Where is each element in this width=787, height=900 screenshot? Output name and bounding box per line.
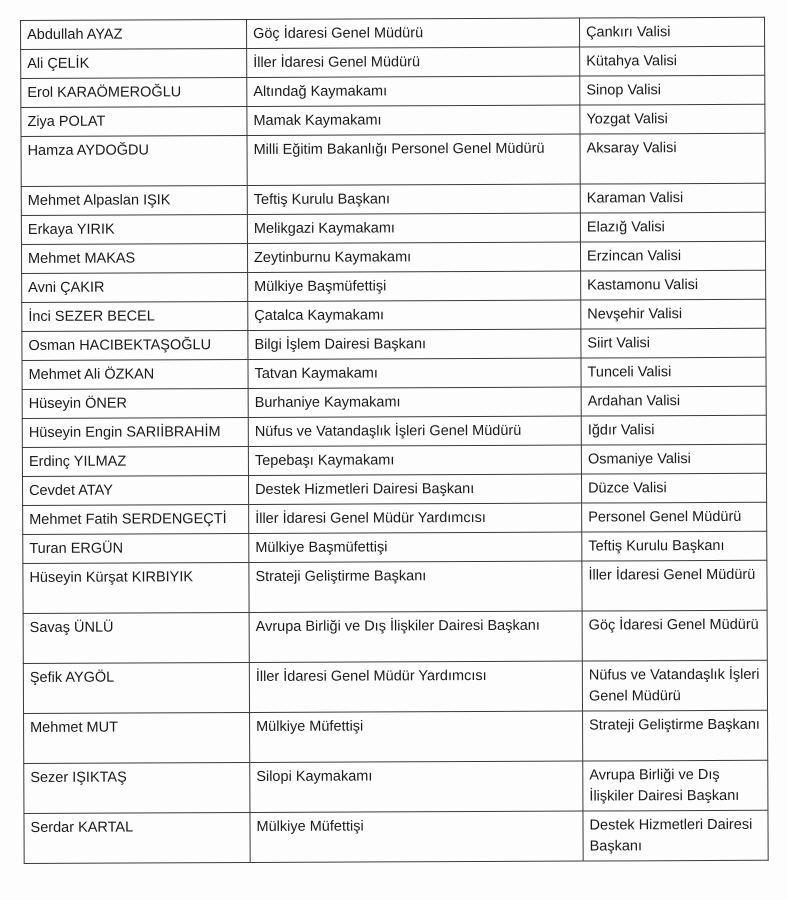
name-cell: Serdar KARTAL <box>24 813 250 864</box>
appointments-table <box>20 17 769 864</box>
new-post-cell: Çankırı Valisi <box>579 17 764 47</box>
new-post-cell: Düzce Valisi <box>581 473 766 503</box>
name-cell: Abdullah AYAZ <box>21 20 247 50</box>
previous-post-cell: Burhaniye Kaymakamı <box>248 387 581 417</box>
new-post-cell: Strateji Geliştirme Başkanı <box>583 710 768 761</box>
previous-post-cell: İller İdaresi Genel Müdür Yardımcısı <box>249 503 582 533</box>
previous-post-cell: Altındağ Kaymakamı <box>247 76 580 106</box>
name-cell: Hüseyin ÖNER <box>22 389 248 419</box>
name-cell: Sezer IŞIKTAŞ <box>24 763 250 814</box>
table-row <box>21 212 765 244</box>
previous-post-cell: Mülkiye Başmüfettişi <box>249 532 582 562</box>
name-cell: Erol KARAÖMEROĞLU <box>21 78 247 108</box>
new-post-cell: Personel Genel Müdürü <box>582 502 767 532</box>
name-cell: Mehmet MUT <box>24 713 250 764</box>
previous-post-cell: Strateji Geliştirme Başkanı <box>249 561 582 612</box>
previous-post-cell: İller İdaresi Genel Müdürü <box>247 47 580 77</box>
table-row <box>22 386 766 418</box>
new-post-cell: Kastamonu Valisi <box>581 270 766 300</box>
name-cell: İnci SEZER BECEL <box>22 302 248 332</box>
new-post-cell: Aksaray Valisi <box>580 133 765 184</box>
table-row <box>22 357 766 389</box>
name-cell: Avni ÇAKIR <box>22 273 248 303</box>
previous-post-cell: Avrupa Birliği ve Dış İlişkiler Dairesi Başkanı <box>249 611 582 662</box>
table-row <box>22 444 766 476</box>
previous-post-cell: Mülkiye Başmüfettişi <box>248 271 581 301</box>
previous-post-cell: Bilgi İşlem Dairesi Başkanı <box>248 329 581 359</box>
table-row <box>21 133 765 186</box>
previous-post-cell: Mülkiye Müfettişi <box>250 711 583 762</box>
table-row <box>23 660 767 713</box>
previous-post-cell: Nüfus ve Vatandaşlık İşleri Genel Müdürü <box>248 416 581 446</box>
previous-post-cell: Mamak Kaymakamı <box>247 105 580 135</box>
table-row <box>24 810 768 863</box>
previous-post-cell: İller İdaresi Genel Müdür Yardımcısı <box>249 661 582 712</box>
name-cell: Ali ÇELİK <box>21 49 247 79</box>
previous-post-cell: Silopi Kaymakamı <box>250 761 583 812</box>
name-cell: Hüseyin Kürşat KIRBIYIK <box>23 563 249 614</box>
table-row <box>21 183 765 215</box>
name-cell: Osman HACIBEKTAŞOĞLU <box>22 331 248 361</box>
table-row <box>22 328 766 360</box>
new-post-cell: Destek Hizmetleri Dairesi Başkanı <box>583 810 768 861</box>
new-post-cell: İller İdaresi Genel Müdürü <box>582 560 767 611</box>
new-post-cell: Nüfus ve Vatandaşlık İşleri Genel Müdürü <box>582 660 767 711</box>
table-row <box>22 299 766 331</box>
new-post-cell: Teftiş Kurulu Başkanı <box>582 531 767 561</box>
new-post-cell: Yozgat Valisi <box>580 104 765 134</box>
new-post-cell: Iğdır Valisi <box>581 415 766 445</box>
table-row <box>22 473 766 505</box>
new-post-cell: Ardahan Valisi <box>581 386 766 416</box>
new-post-cell: Karaman Valisi <box>580 183 765 213</box>
new-post-cell: Tunceli Valisi <box>581 357 766 387</box>
name-cell: Mehmet Fatih SERDENGEÇTİ <box>23 505 249 535</box>
table-row <box>24 760 768 813</box>
previous-post-cell: Tepebaşı Kaymakamı <box>248 445 581 475</box>
previous-post-cell: Melikgazi Kaymakamı <box>247 213 580 243</box>
table-row <box>23 610 767 663</box>
previous-post-cell: Tatvan Kaymakamı <box>248 358 581 388</box>
table-row <box>21 17 765 49</box>
name-cell: Ziya POLAT <box>21 107 247 137</box>
name-cell: Erkaya YIRIK <box>21 215 247 245</box>
new-post-cell: Elazığ Valisi <box>580 212 765 242</box>
new-post-cell: Nevşehir Valisi <box>581 299 766 329</box>
previous-post-cell: Teftiş Kurulu Başkanı <box>247 184 580 214</box>
new-post-cell: Erzincan Valisi <box>580 241 765 271</box>
new-post-cell: Avrupa Birliği ve Dış İlişkiler Dairesi Başkanı <box>583 760 768 811</box>
table-row <box>22 415 766 447</box>
name-cell: Hamza AYDOĞDU <box>21 136 247 187</box>
new-post-cell: Sinop Valisi <box>580 75 765 105</box>
name-cell: Savaş ÜNLÜ <box>23 613 249 664</box>
table-row <box>22 270 766 302</box>
new-post-cell: Osmaniye Valisi <box>581 444 766 474</box>
name-cell: Hüseyin Engin SARIİBRAHİM <box>22 418 248 448</box>
previous-post-cell: Zeytinburnu Kaymakamı <box>247 242 580 272</box>
name-cell: Şefik AYGÖL <box>23 663 249 714</box>
name-cell: Turan ERGÜN <box>23 534 249 564</box>
table-row <box>21 75 765 107</box>
table-row <box>24 710 768 763</box>
name-cell: Mehmet MAKAS <box>21 244 247 274</box>
name-cell: Mehmet Alpaslan IŞIK <box>21 186 247 216</box>
new-post-cell: Göç İdaresi Genel Müdürü <box>582 610 767 661</box>
name-cell: Erdinç YILMAZ <box>22 447 248 477</box>
previous-post-cell: Destek Hizmetleri Dairesi Başkanı <box>248 474 581 504</box>
previous-post-cell: Milli Eğitim Bakanlığı Personel Genel Müdürü <box>247 134 580 185</box>
table-row <box>23 502 767 534</box>
name-cell: Mehmet Ali ÖZKAN <box>22 360 248 390</box>
previous-post-cell: Göç İdaresi Genel Müdürü <box>247 18 580 48</box>
previous-post-cell: Mülkiye Müfettişi <box>250 811 583 862</box>
table-row <box>21 104 765 136</box>
table-row <box>23 560 767 613</box>
new-post-cell: Siirt Valisi <box>581 328 766 358</box>
table-row <box>21 241 765 273</box>
new-post-cell: Kütahya Valisi <box>580 46 765 76</box>
table-row <box>21 46 765 78</box>
table-row <box>23 531 767 563</box>
previous-post-cell: Çatalca Kaymakamı <box>248 300 581 330</box>
name-cell: Cevdet ATAY <box>22 476 248 506</box>
